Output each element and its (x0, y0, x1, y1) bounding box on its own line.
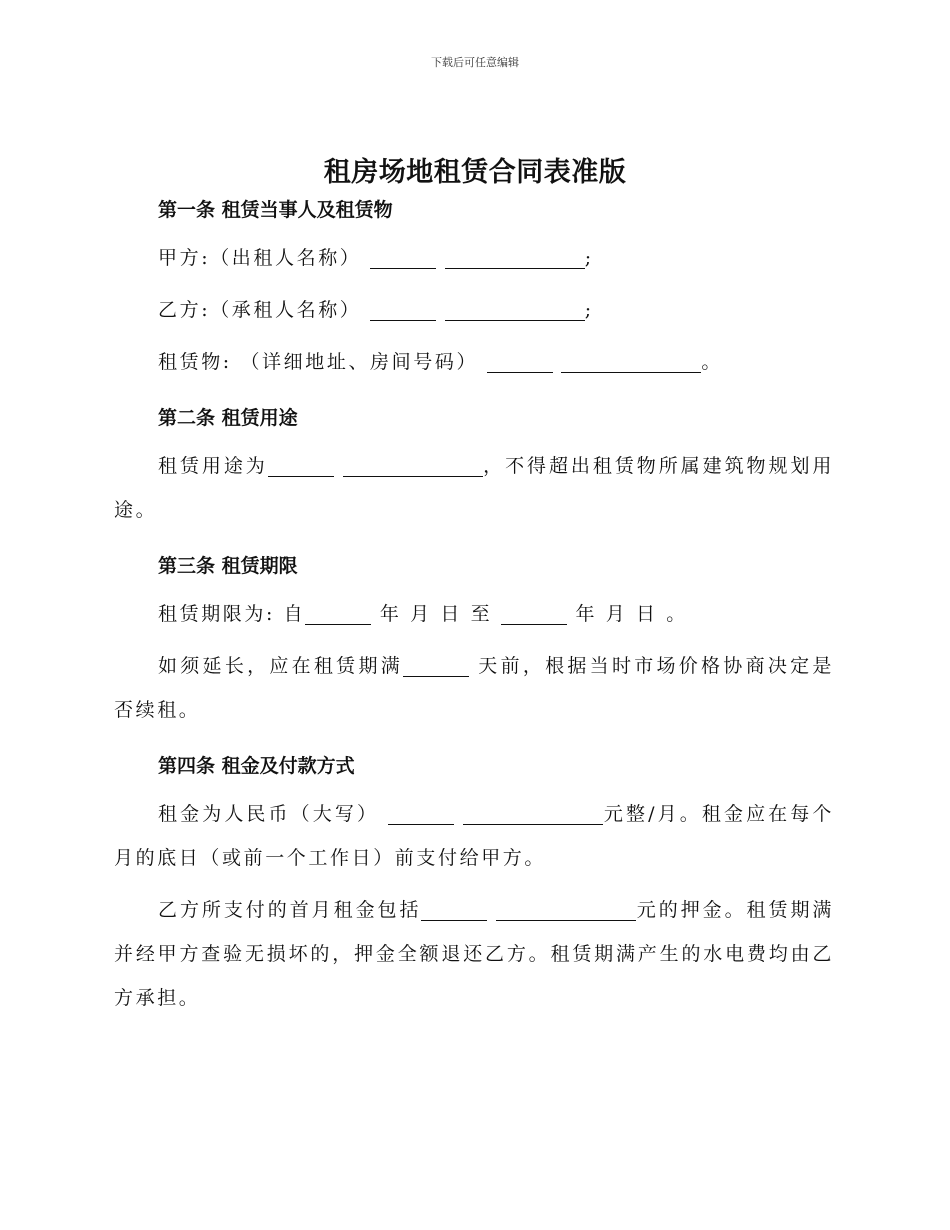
document-body (114, 192, 834, 1020)
blank-field (561, 350, 701, 373)
lease-extension-label: 如须延长，应在租赁期满 (158, 655, 403, 677)
lease-term-paragraph (114, 592, 834, 636)
deposit-label: 乙方所支付的首月租金包括 (158, 899, 422, 921)
rent-paragraph (114, 792, 834, 880)
blank-field (343, 454, 483, 477)
party-a-line (114, 236, 834, 280)
blank-field (421, 898, 487, 921)
blank-field (370, 298, 436, 321)
blank-field (403, 654, 469, 677)
lease-term-label: 租赁期限为: 自 (158, 603, 306, 625)
blank-field (445, 298, 585, 321)
lease-purpose-label: 租赁用途为 (158, 455, 268, 477)
blank-field (268, 454, 334, 477)
section-3-heading: 第三条 租赁期限 (158, 555, 298, 577)
document-title: 租房场地租赁合同表准版 (323, 157, 627, 188)
deposit-tail: 元的押金。租赁期满并经甲方查验无损坏的，押金全额退还乙方。租赁期满产生的水电费均由乙方承担。 (114, 899, 835, 1009)
lease-purpose-tail: ，不得超出租赁物所属建筑物规划用途。 (114, 455, 834, 521)
leased-property-end: 。 (701, 351, 723, 373)
blank-field (370, 246, 436, 269)
deposit-paragraph (114, 888, 834, 1020)
party-a-label: 甲方:（出租人名称） (158, 247, 362, 269)
rent-label: 租金为人民币（大写） (158, 803, 380, 825)
leased-property-label: 租赁物: （详细地址、房间号码） (158, 351, 479, 373)
leased-property-line (114, 340, 834, 384)
party-b-label: 乙方:（承租人名称） (158, 299, 362, 321)
section-2-heading: 第二条 租赁用途 (158, 407, 298, 429)
lease-purpose-paragraph (114, 444, 834, 532)
section-1-heading: 第一条 租赁当事人及租赁物 (158, 199, 393, 221)
lease-extension-paragraph (114, 644, 834, 732)
blank-field (463, 802, 603, 825)
rent-tail: 元整/月。租金应在每个月的底日（或前一个工作日）前支付给甲方。 (114, 803, 834, 869)
blank-field (445, 246, 585, 269)
lease-term-tail: 年 月 日 。 (566, 603, 688, 625)
section-4-heading: 第四条 租金及付款方式 (158, 755, 355, 777)
party-a-end: ; (584, 247, 594, 269)
party-b-end: ; (584, 299, 594, 321)
lease-term-mid: 年 月 日 至 (371, 603, 501, 625)
page-header-note: 下载后可任意编辑 (431, 56, 519, 69)
blank-field (305, 602, 371, 625)
blank-field (496, 898, 636, 921)
party-b-line (114, 288, 834, 332)
blank-field (501, 602, 567, 625)
lease-extension-tail: 天前，根据当时市场价格协商决定是否续租。 (114, 655, 834, 721)
blank-field (487, 350, 553, 373)
blank-field (388, 802, 454, 825)
